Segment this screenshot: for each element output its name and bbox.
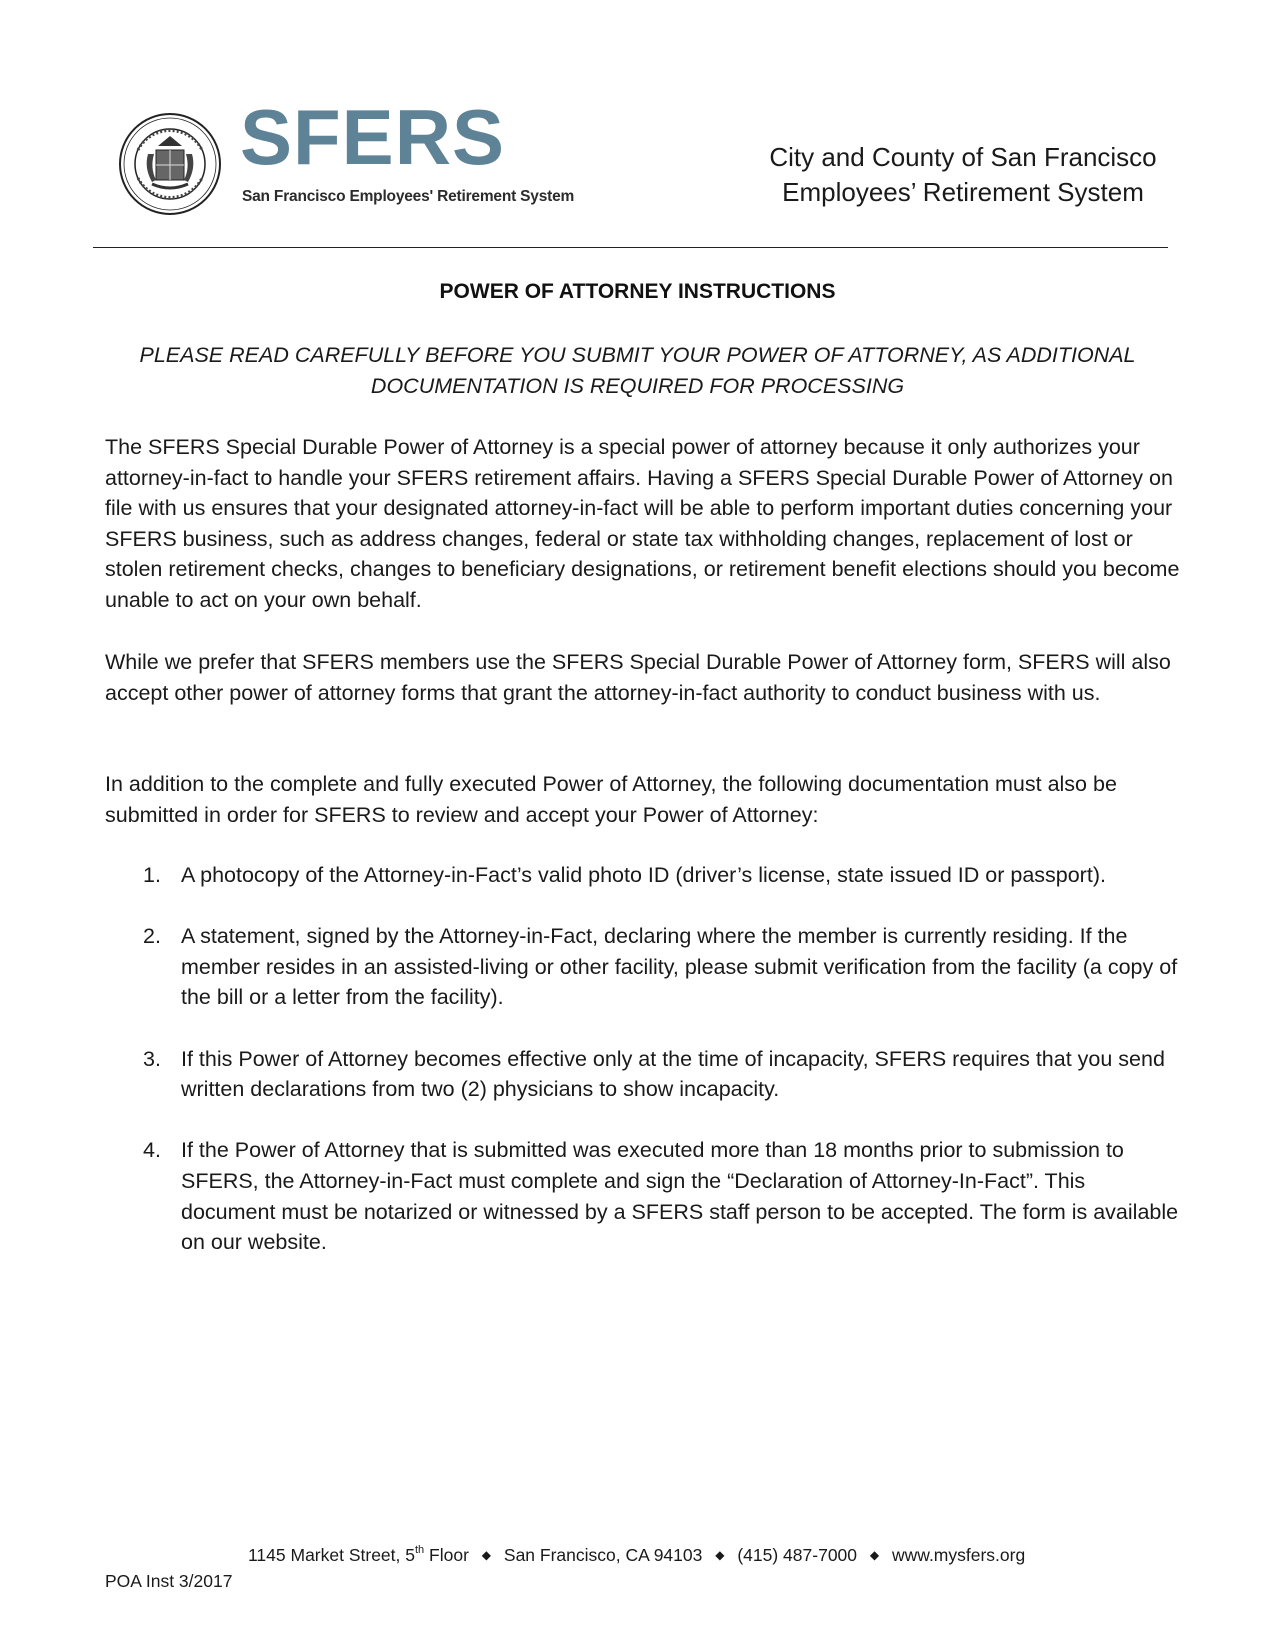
requirements-list xyxy=(105,860,1185,1288)
list-item-number: 3. xyxy=(143,1046,161,1071)
organization-name xyxy=(768,140,1158,210)
list-item-text: If this Power of Attorney becomes effective only at the time of incapacity, SFERS requires that you send written declarations from two (2) physicians to show incapacity. xyxy=(181,1046,1165,1102)
city-county-seal-icon xyxy=(118,112,222,216)
list-item-text: A photocopy of the Attorney-in-Fact’s valid photo ID (driver’s license, state issued ID or passport). xyxy=(181,863,1106,887)
diamond-separator-icon: ◆ xyxy=(715,1548,725,1562)
document-id: POA Inst 3/2017 xyxy=(105,1571,233,1591)
diamond-separator-icon: ◆ xyxy=(869,1548,880,1562)
paragraph-additional-docs: In addition to the complete and fully executed Power of Attorney, the following documentation must also be submitted in order for SFERS to review and accept your Power of Attorney: xyxy=(105,772,1117,827)
notice-text: PLEASE READ CAREFULLY BEFORE YOU SUBMIT YOUR POWER OF ATTORNEY, AS ADDITIONAL DOCUMENTATION IS REQUIRED FOR PROCESSING xyxy=(139,343,1136,398)
footer-address-floor: Floor xyxy=(424,1545,469,1565)
letterhead xyxy=(118,93,1168,222)
list-item xyxy=(105,1044,1185,1105)
diamond-separator-icon: ◆ xyxy=(481,1548,492,1562)
document-title: POWER OF ATTORNEY INSTRUCTIONS xyxy=(439,280,836,303)
footer-address-sup: th xyxy=(415,1544,425,1556)
footer-address: 1145 Market Street, 5 xyxy=(248,1545,415,1565)
header-divider xyxy=(93,247,1168,248)
list-item-text: A statement, signed by the Attorney-in-Fact, declaring where the member is currently residing. If the member resides in an assisted-living or other facility, please submit verification from the facility (a copy of the bill or a letter from the facility). xyxy=(181,924,1178,1010)
footer-city: San Francisco, CA 94103 xyxy=(503,1545,703,1565)
paragraph-intro: The SFERS Special Durable Power of Attorney is a special power of attorney because it only authorizes your attorney-in-fact to handle your SFERS retirement affairs. Having a SFERS Special Durable Power of Attorney on file with us ensures that your designated attorney-in-fact will be able to perform important duties concerning your SFERS business, such as address changes, federal or state tax withholding changes, replacement of lost or stolen retirement checks, changes to beneficiary designations, or retirement benefit elections should you become unable to act on your own behalf. xyxy=(105,435,1180,612)
org-line-2: Employees’ Retirement System xyxy=(782,177,1144,207)
footer-website: www.mysfers.org xyxy=(892,1545,1026,1565)
sfers-logo xyxy=(240,93,640,216)
list-item xyxy=(105,1135,1185,1257)
footer-phone: (415) 487-7000 xyxy=(737,1545,858,1565)
logo-subtitle: San Francisco Employees' Retirement System xyxy=(242,188,575,205)
list-item-number: 1. xyxy=(143,863,161,887)
list-item-number: 2. xyxy=(143,924,161,949)
list-item-text: If the Power of Attorney that is submitted was executed more than 18 months prior to submission to SFERS, the Attorney-in-Fact must complete and sign the “Declaration of Attorney-In-Fact”. This document must be notarized or witnessed by a SFERS staff person to be accepted. The form is available on our website. xyxy=(181,1138,1179,1255)
list-item xyxy=(105,921,1185,1013)
list-item-number: 4. xyxy=(143,1138,161,1163)
list-item xyxy=(105,860,1185,891)
org-line-1: City and County of San Francisco xyxy=(769,142,1157,172)
logo-wordmark: SFERS xyxy=(240,93,506,181)
footer-contact xyxy=(248,1544,1025,1566)
paragraph-alternate-forms: While we prefer that SFERS members use the SFERS Special Durable Power of Attorney form, SFERS will also accept other power of attorney forms that grant the attorney-in-fact authority to conduct business with us. xyxy=(105,650,1171,705)
